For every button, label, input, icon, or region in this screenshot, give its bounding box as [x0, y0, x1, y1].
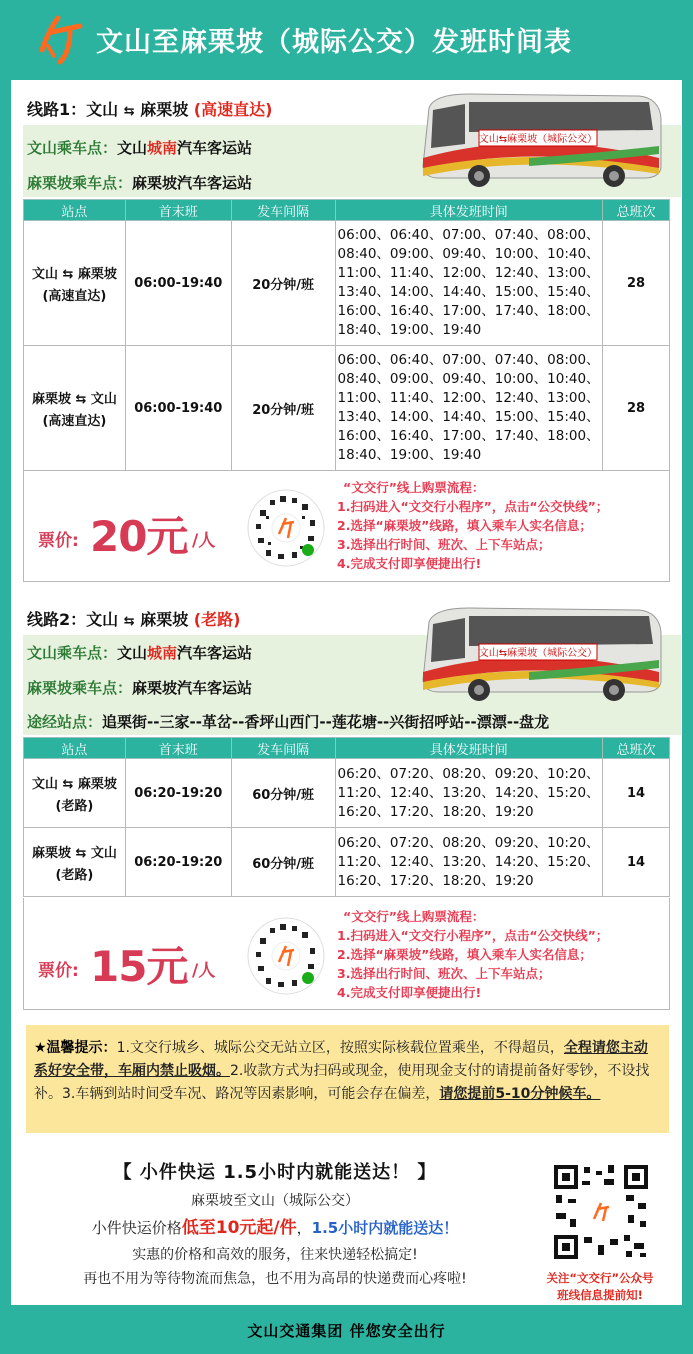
bus-sign: 文山⇆麻栗坡（城际公交） — [478, 648, 598, 659]
route1-boarding-malipo: 麻栗坡乘车点：麻栗坡汽车客运站 — [27, 174, 253, 192]
header — [0, 0, 693, 78]
route2-via-stations: 途经站点：追栗街--三家--革岔--香坪山西门--莲花塘--兴街招呼站--漂漂--盘龙 — [27, 713, 550, 731]
express-line-4: 实惠的价格和高效的服务，往来快递轻松搞定! — [132, 1247, 418, 1263]
table-row: 麻栗坡 ⇆ 文山 (老路) 06:20-19:20 60分钟/班 06:20、07:20、08:20、09:20、10:20、11:20、12:40、13:20、14:20、15:20、16:20、17:20、18:20、19:20 14 — [24, 828, 670, 897]
express-price-line: 小件快运价格低至10元起/件，1.5小时内就能送达！ — [91, 1218, 459, 1238]
bus-image — [409, 602, 664, 702]
route1-purchase-steps: “文交行”线上购票流程： 1.扫码进入“文交行小程序”，点击“公交快线”； 2.选择“麻栗坡”线路，填入乘车人实名信息； 3.选择出行时间、班次、上下车站点； 4.完成支付即享便捷出行! — [337, 480, 609, 571]
wechat-official-qr-icon[interactable] — [552, 1163, 650, 1261]
route2-boarding-malipo: 麻栗坡乘车点：麻栗坡汽车客运站 — [27, 679, 253, 697]
warm-tips: ★温馨提示：1.文交行城乡、城际公交无站立区，按照实际核载位置乘坐，不得超员，全程请您主动系好安全带，车厢内禁止吸烟。2.收款方式为扫码或现金，使用现金支付的请提前备好零钞，不设找补。3.车辆到站时间受车况、路况等因素影响，可能会存在偏差，请您提前5-10分钟候车。 — [26, 1025, 669, 1133]
table-row: 文山 ⇆ 麻栗坡 (高速直达) 06:00-19:40 20分钟/班 06:00、06:40、07:00、07:40、08:00、08:40、09:00、09:40、10:00、10:40、11:00、11:40、12:00、12:40、13:00、13:40、14:00、14:40、15:00、15:40、16:00、16:40、17:00、17:40、18:00、18:40、19:00、19:40 28 — [24, 221, 670, 346]
route1-title: 线路1：文山 ⇆ 麻栗坡 (高速直达) — [27, 100, 273, 119]
price-value: 20元 — [90, 512, 188, 561]
route2-purchase-steps: “文交行”线上购票流程： 1.扫码进入“文交行小程序”，点击“公交快线”； 2.选择“麻栗坡”线路，填入乘车人实名信息； 3.选择出行时间、班次、上下车站点； 4.完成支付即享便捷出行! — [337, 909, 609, 1000]
table-row: 文山 ⇆ 麻栗坡 (老路) 06:20-19:20 60分钟/班 06:20、07:20、08:20、09:20、10:20、11:20、12:40、13:20、14:20、15:20、16:20、17:20、18:20、19:20 14 — [24, 759, 670, 828]
price-label: 票价: — [38, 531, 79, 551]
bus-sign: 文山⇆麻栗坡（城际公交） — [478, 134, 598, 145]
page-title: 文山至麻栗坡（城际公交）发班时间表 — [96, 26, 572, 58]
mini-program-qr-icon[interactable] — [246, 916, 326, 996]
price-value: 15元 — [90, 942, 188, 991]
price-unit: /人 — [192, 961, 216, 981]
price-label: 票价: — [38, 961, 79, 981]
follow-note: 关注“文交行”公众号 班线信息提前知! — [546, 1271, 654, 1302]
route2-title: 线路2：文山 ⇆ 麻栗坡 (老路) — [27, 610, 241, 629]
route2-boarding-wenshan: 文山乘车点：文山城南汽车客运站 — [27, 644, 253, 662]
express-headline: 【 小件快运 1.5小时内就能送达！ 】 — [113, 1162, 437, 1183]
route2-schedule-table — [23, 737, 670, 897]
price-unit: /人 — [192, 531, 216, 551]
table-row: 麻栗坡 ⇆ 文山 (高速直达) 06:00-19:40 20分钟/班 06:00、06:40、07:00、07:40、08:00、08:40、09:00、09:40、10:00、10:40、11:00、11:40、12:00、12:40、13:00、13:40、14:00、14:40、15:00、15:40、16:00、16:40、17:00、17:40、18:00、18:40、19:00、19:40 28 — [24, 346, 670, 471]
route1-boarding-wenshan: 文山乘车点：文山城南汽车客运站 — [27, 139, 253, 157]
route1-schedule-table — [23, 199, 670, 471]
table-header-row: 站点 首末班 发车间隔 具体发班时间 总班次 — [24, 738, 670, 759]
bus-image — [409, 88, 664, 188]
mini-program-qr-icon[interactable] — [246, 488, 326, 568]
wenjiaoxing-logo-icon — [34, 12, 88, 66]
express-route: 麻栗坡至文山（城际公交） — [191, 1193, 359, 1209]
footer-slogan: 文山交通集团 伴您安全出行 — [247, 1322, 446, 1340]
express-line-5: 再也不用为等待物流而焦急，也不用为高昂的快递费而心疼啦! — [83, 1271, 467, 1287]
table-header-row: 站点 首末班 发车间隔 具体发班时间 总班次 — [24, 200, 670, 221]
